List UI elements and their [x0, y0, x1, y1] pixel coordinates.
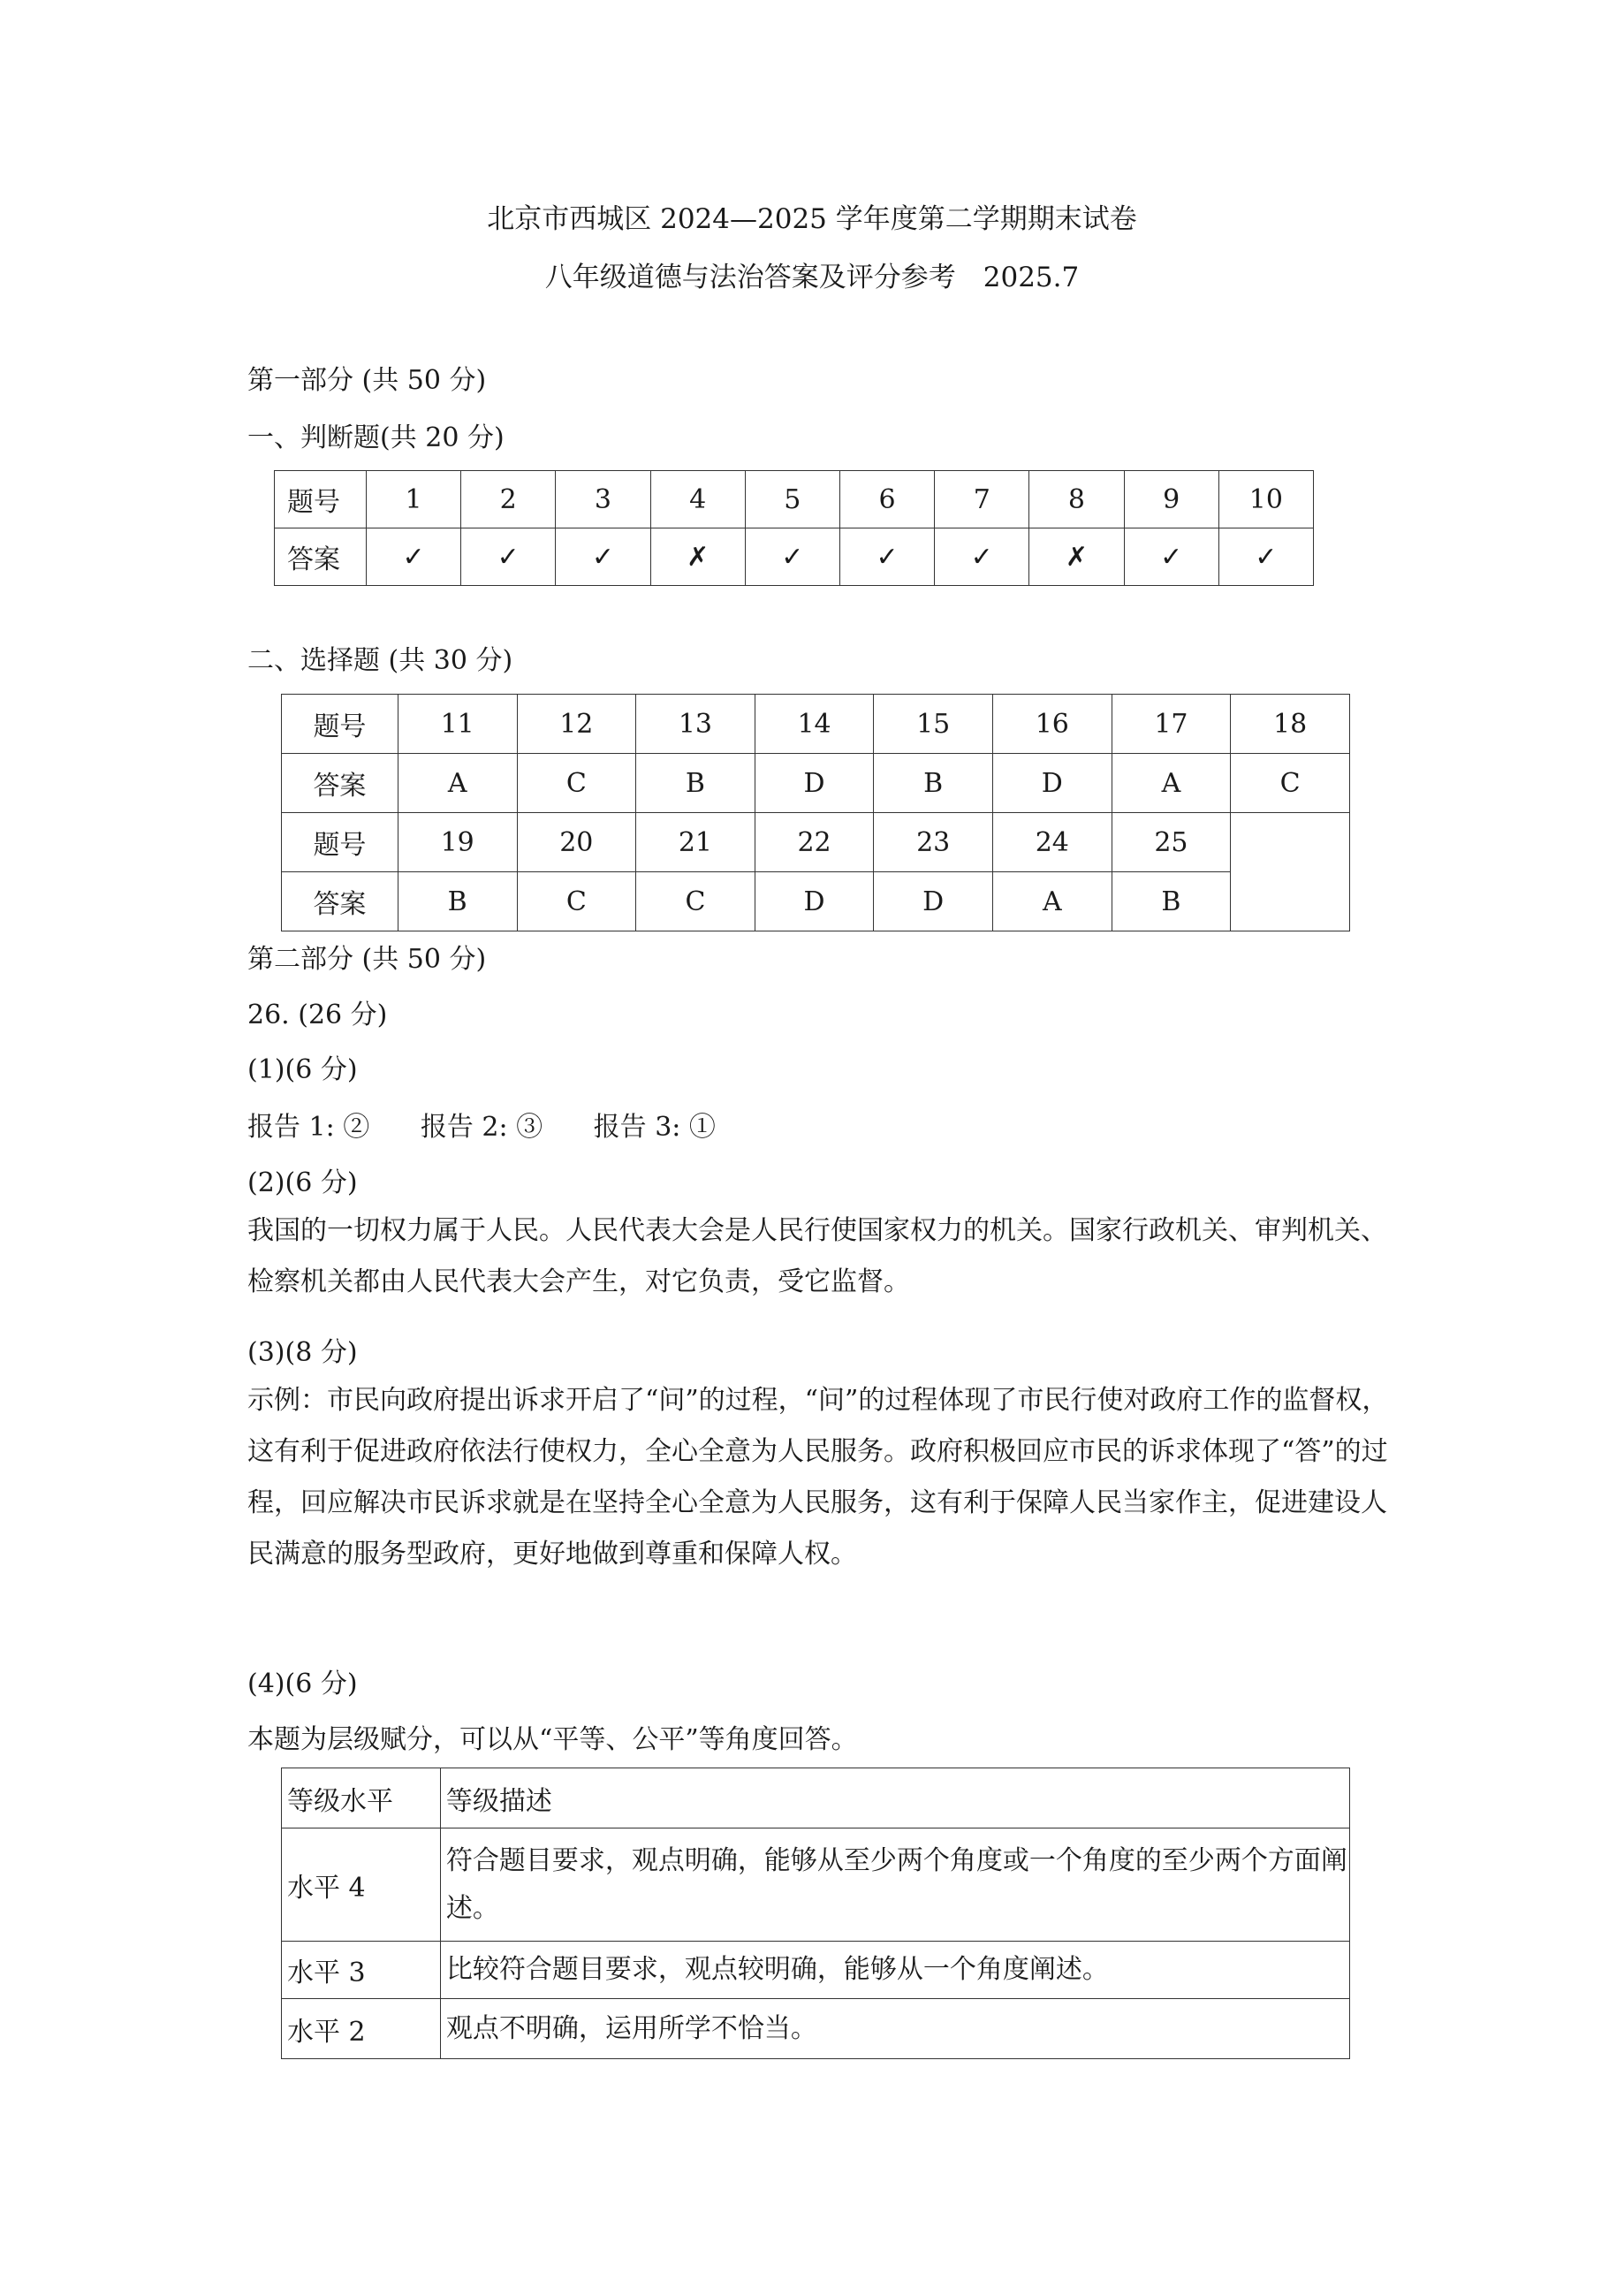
sub-question-2: (2)(6 分) [247, 1167, 358, 1198]
answer-choice: C [636, 872, 755, 931]
mc-number-row [282, 813, 1350, 872]
level-name: 水平 4 [282, 1828, 441, 1942]
question-number: 21 [636, 813, 755, 872]
report-answer: 报告 2: ③ [420, 1112, 543, 1143]
level-column-header: 等级水平 [282, 1768, 441, 1828]
question-number: 24 [993, 813, 1112, 872]
part1-heading: 第一部分 (共 50 分) [247, 365, 487, 396]
question-number: 2 [461, 471, 556, 528]
question-number: 23 [874, 813, 993, 872]
answer-mark: ✓ [839, 528, 934, 586]
question-number: 22 [755, 813, 874, 872]
answer-choice: A [398, 754, 517, 813]
mc-answer-row [282, 754, 1350, 813]
answer-choice: C [1231, 754, 1350, 813]
mc-answer-row [282, 872, 1350, 931]
part2-heading: 第二部分 (共 50 分) [247, 944, 487, 975]
answer-mark: ✓ [556, 528, 650, 586]
tf-answer-row [275, 528, 1314, 586]
answer-mark: ✗ [1029, 528, 1124, 586]
question-number: 13 [636, 695, 755, 754]
answer-choice: B [1112, 872, 1231, 931]
answer-choice: B [874, 754, 993, 813]
answer-choice: B [398, 872, 517, 931]
tf-number-row [275, 471, 1314, 528]
question-number: 10 [1218, 471, 1313, 528]
answer-2-text: 我国的一切权力属于人民。人民代表大会是人民行使国家权力的机关。国家行政机关、审判机关、检察机关都由人民代表大会产生，对它负责，受它监督。 [247, 1215, 1387, 1297]
sub-question-3: (3)(8 分) [247, 1337, 358, 1368]
empty-cell [1231, 813, 1350, 931]
row-label: 题号 [282, 695, 398, 754]
level-description: 观点不明确，运用所学不恰当。 [440, 1999, 1349, 2059]
answer-choice: C [517, 872, 636, 931]
question-number: 4 [650, 471, 745, 528]
answer-mark: ✓ [461, 528, 556, 586]
answer-3-text: 示例：市民向政府提出诉求开启了“问”的过程，“问”的过程体现了市民行使对政府工作的监督权，这有利于促进政府依法行使权力，全心全意为人民服务。政府积极回应市民的诉求体现了“答”的过程，回应解决市民诉求就是在坚持全心全意为人民服务，这有利于保障人民当家作主，促进建设人民满意的服务型政府，更好地做到尊重和保障人权。 [247, 1385, 1389, 1570]
question-number: 11 [398, 695, 517, 754]
answer-choice: B [636, 754, 755, 813]
question-26-heading: 26. (26 分) [247, 1000, 388, 1030]
level-description: 符合题目要求，观点明确，能够从至少两个角度或一个角度的至少两个方面阐述。 [440, 1828, 1349, 1942]
answer-mark: ✓ [366, 528, 460, 586]
level-header-row [282, 1768, 1350, 1828]
answer-mark: ✓ [745, 528, 839, 586]
question-number: 17 [1112, 695, 1231, 754]
row-label: 答案 [282, 754, 398, 813]
report-answer: 报告 3: ① [593, 1112, 716, 1143]
question-number: 20 [517, 813, 636, 872]
sub-question-1: (1)(6 分) [247, 1054, 358, 1085]
answer-mark: ✓ [1124, 528, 1218, 586]
row-label: 题号 [282, 813, 398, 872]
question-number: 16 [993, 695, 1112, 754]
question-number: 19 [398, 813, 517, 872]
question-number: 8 [1029, 471, 1124, 528]
mc-heading: 二、选择题 (共 30 分) [247, 645, 513, 676]
level-name: 水平 2 [282, 1999, 441, 2059]
question-number: 18 [1231, 695, 1350, 754]
question-number: 3 [556, 471, 650, 528]
report-answers [247, 1105, 758, 1144]
description-column-header: 等级描述 [440, 1768, 1349, 1828]
mc-answer-table [281, 694, 1350, 931]
answer-choice: D [755, 872, 874, 931]
answer-choice: A [993, 872, 1112, 931]
level-row [282, 1999, 1350, 2059]
answer-choice: D [755, 754, 874, 813]
question-number: 9 [1124, 471, 1218, 528]
sub-question-4: (4)(6 分) [247, 1669, 358, 1699]
question-number: 1 [366, 471, 460, 528]
tf-heading: 一、判断题(共 20 分) [247, 422, 505, 453]
question-number: 6 [839, 471, 934, 528]
row-label: 答案 [275, 528, 367, 586]
question-number: 15 [874, 695, 993, 754]
answer-mark: ✗ [650, 528, 745, 586]
mc-number-row [282, 695, 1350, 754]
answer-choice: D [874, 872, 993, 931]
answer-choice: A [1112, 754, 1231, 813]
tf-answer-table [274, 470, 1314, 586]
row-label: 题号 [275, 471, 367, 528]
question-number: 12 [517, 695, 636, 754]
grading-level-table [281, 1768, 1350, 2059]
question-number: 25 [1112, 813, 1231, 872]
question-number: 5 [745, 471, 839, 528]
answer-choice: C [517, 754, 636, 813]
level-name: 水平 3 [282, 1942, 441, 1999]
answer-mark: ✓ [1218, 528, 1313, 586]
level-row [282, 1828, 1350, 1942]
row-label: 答案 [282, 872, 398, 931]
document-title: 北京市西城区 2024—2025 学年度第二学期期末试卷 [487, 203, 1137, 235]
document-subtitle: 八年级道德与法治答案及评分参考 2025.7 [544, 262, 1080, 293]
answer-mark: ✓ [935, 528, 1029, 586]
level-description: 比较符合题目要求，观点较明确，能够从一个角度阐述。 [440, 1942, 1349, 1999]
question-number: 7 [935, 471, 1029, 528]
report-answer: 报告 1: ② [247, 1112, 370, 1143]
answer-choice: D [993, 754, 1112, 813]
answer-4-note: 本题为层级赋分，可以从“平等、公平”等角度回答。 [247, 1724, 858, 1755]
level-row [282, 1942, 1350, 1999]
question-number: 14 [755, 695, 874, 754]
